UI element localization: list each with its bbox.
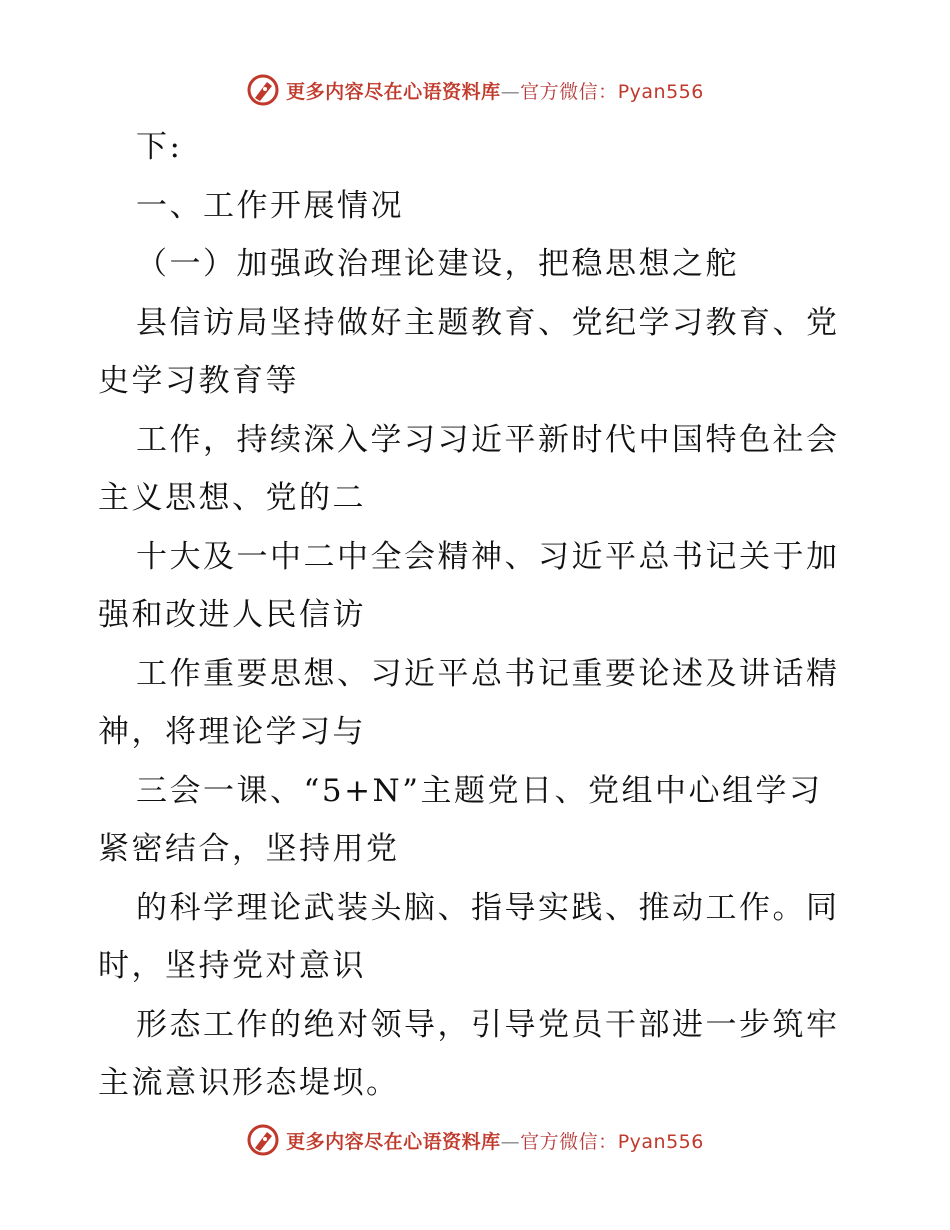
text-line: 强和改进人民信访 [98,597,366,633]
text-line: 三会一课、“5+N”主题党日、党组中心组学习 [136,772,823,809]
watermark-suffix: 官方微信： [520,80,618,103]
pen-nib-logo-icon [246,1123,280,1157]
header-watermark [0,70,950,110]
watermark-brand: 更多内容尽在心语资料库 [286,80,501,103]
watermark-brand: 更多内容尽在心语资料库 [286,1130,501,1153]
text-line: 时，坚持党对意识 [98,948,366,984]
watermark-wechat-id: Pyan556 [617,80,704,103]
document-body [98,118,858,1113]
text-line: 工作重要思想、习近平总书记重要论述及讲话精 [136,655,840,692]
text-line: 一、工作开展情况 [136,187,404,224]
watermark-text [286,1127,704,1154]
watermark-text [286,77,704,104]
pen-nib-logo-icon [246,73,280,107]
text-line: 紧密结合，坚持用党 [98,831,400,867]
text-line: 县信访局坚持做好主题教育、党纪学习教育、党 [136,304,840,341]
text-line: 主流意识形态堤坝。 [98,1065,400,1101]
text-line: 神，将理论学习与 [98,714,366,750]
watermark-separator: — [500,1130,521,1153]
watermark-suffix: 官方微信： [520,1130,618,1153]
text-line: 下: [136,129,183,165]
text-line: 史学习教育等 [98,363,299,399]
text-line: （一）加强政治理论建设，把稳思想之舵 [136,246,739,282]
watermark-wechat-id: Pyan556 [617,1130,704,1153]
footer-watermark [0,1120,950,1160]
text-line: 主义思想、党的二 [98,480,366,516]
text-line: 的科学理论武装头脑、指导实践、推动工作。同 [136,889,840,926]
text-line: 工作，持续深入学习习近平新时代中国特色社会 [136,421,840,458]
text-line: 十大及一中二中全会精神、习近平总书记关于加 [136,538,840,575]
text-line: 形态工作的绝对领导，引导党员干部进一步筑牢 [136,1006,840,1043]
watermark-separator: — [500,80,521,103]
